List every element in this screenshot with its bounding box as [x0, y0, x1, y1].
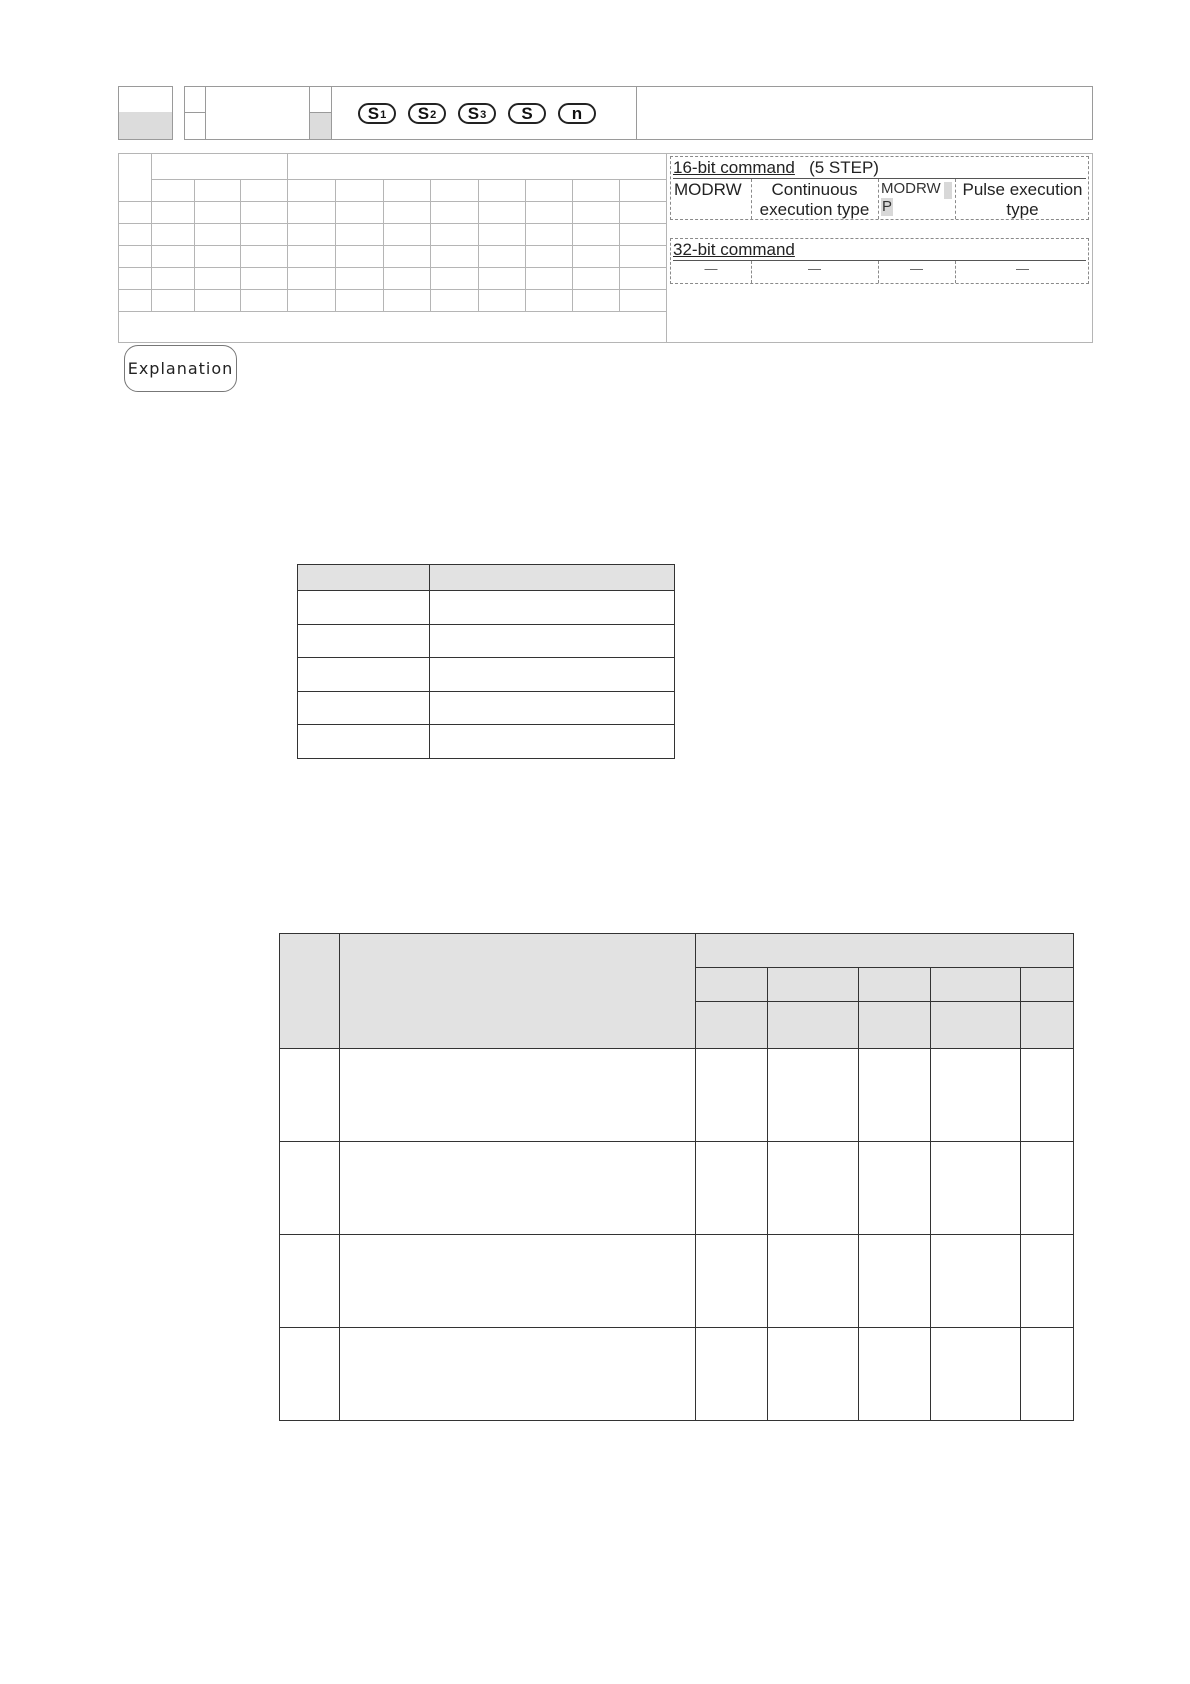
- large-table-cell: [280, 1328, 340, 1421]
- bit16-title: [673, 158, 879, 178]
- operand-s: S: [508, 103, 546, 124]
- large-table-cell: [859, 1235, 931, 1328]
- bit16-continuous-desc: Continuous execution type: [759, 180, 870, 220]
- large-table-header-cell: [768, 968, 859, 1002]
- small-table-row: [298, 591, 675, 625]
- large-table-cell: [859, 1142, 931, 1235]
- bit16-label: 16-bit command: [673, 158, 795, 177]
- small-table-row: [298, 692, 675, 725]
- large-table-cell: [340, 1328, 696, 1421]
- bit32-cell-3: —: [910, 261, 923, 276]
- small-table-cell: [298, 725, 430, 759]
- large-table-cell: [340, 1142, 696, 1235]
- instruction-desc-cell: [636, 86, 1093, 140]
- small-table-cell: [430, 692, 675, 725]
- large-table-row: [280, 1049, 1074, 1142]
- large-table-header-cell: [280, 934, 340, 1049]
- large-table-cell: [768, 1049, 859, 1142]
- large-table-header-row-1: [280, 934, 1074, 968]
- large-table: [279, 933, 1074, 1421]
- command-info-box: [666, 153, 1093, 343]
- large-table-header-cell: [931, 968, 1021, 1002]
- small-table: [297, 564, 675, 759]
- explanation-badge: Explanation: [124, 345, 237, 392]
- large-table-cell: [696, 1049, 768, 1142]
- large-table-cell: [768, 1235, 859, 1328]
- small-table-header-row: [298, 565, 675, 591]
- large-table-cell: [340, 1235, 696, 1328]
- small-table-cell: [298, 658, 430, 692]
- operand-n: n: [558, 103, 596, 124]
- large-table-cell: [859, 1328, 931, 1421]
- large-table-header-cell: [340, 934, 696, 1049]
- instruction-name-divider-left: [205, 86, 206, 140]
- large-table-cell: [931, 1142, 1021, 1235]
- large-table-cell: [340, 1049, 696, 1142]
- large-table-header-cell: [696, 968, 768, 1002]
- operand-s2: S $_2$: [408, 103, 446, 124]
- small-table-cell: [430, 591, 675, 625]
- large-table-header-cell: [859, 968, 931, 1002]
- large-table-cell: [280, 1142, 340, 1235]
- large-table-cell: [931, 1328, 1021, 1421]
- small-table-header-cell: [298, 565, 430, 591]
- large-table-cell: [1021, 1142, 1074, 1235]
- instruction-name-divider-h: [184, 112, 205, 113]
- small-table-cell: [298, 692, 430, 725]
- large-table-cell: [1021, 1049, 1074, 1142]
- bit32-label: 32-bit command: [673, 240, 795, 259]
- large-table-cell: [696, 1142, 768, 1235]
- bit16-block: [670, 156, 1089, 220]
- large-table-cell: [696, 1328, 768, 1421]
- large-table-row: [280, 1328, 1074, 1421]
- small-table-cell: [430, 725, 675, 759]
- instruction-name-shade: [310, 113, 331, 139]
- large-table-cell: [768, 1142, 859, 1235]
- instruction-id-shade: [119, 112, 172, 139]
- large-table-header-cell: [768, 1002, 859, 1049]
- small-table-header-cell: [430, 565, 675, 591]
- large-table-header-cell: [931, 1002, 1021, 1049]
- operand-s3: S $_3$: [458, 103, 496, 124]
- small-table-row: [298, 658, 675, 692]
- operand-s1: S $_1$: [358, 103, 396, 124]
- large-table-header-cell: [696, 934, 1074, 968]
- bit16-continuous-name: MODRW: [674, 180, 742, 199]
- large-table-cell: [696, 1235, 768, 1328]
- large-table-header-cell: [1021, 968, 1074, 1002]
- large-table-cell: [931, 1049, 1021, 1142]
- bit16-pulse-name-line1: MODRW: [881, 180, 941, 197]
- bit16-pulse-desc: Pulse execution type: [962, 180, 1083, 220]
- large-table-row: [280, 1235, 1074, 1328]
- large-table-cell: [280, 1049, 340, 1142]
- bit32-cell-1: —: [704, 261, 718, 276]
- small-table-row: [298, 725, 675, 759]
- large-table-cell: [859, 1049, 931, 1142]
- large-table-cell: [931, 1235, 1021, 1328]
- small-table-cell: [298, 591, 430, 625]
- large-table-row: [280, 1142, 1074, 1235]
- small-table-cell: [430, 625, 675, 658]
- operands-cell: [331, 86, 637, 140]
- small-table-cell: [430, 658, 675, 692]
- large-table-header-cell: [1021, 1002, 1074, 1049]
- bit16-pulse-name-line2: P: [882, 198, 893, 215]
- small-table-cell: [298, 625, 430, 658]
- bit32-cell-2: —: [808, 261, 821, 276]
- bit32-cell-4: —: [1016, 261, 1029, 276]
- large-table-cell: [1021, 1328, 1074, 1421]
- large-table-cell: [1021, 1235, 1074, 1328]
- device-grid: [118, 153, 666, 343]
- large-table-header-cell: [859, 1002, 931, 1049]
- bit16-steps: (5 STEP): [809, 158, 879, 177]
- large-table-header-cell: [696, 1002, 768, 1049]
- large-table-cell: [280, 1235, 340, 1328]
- bit32-block: [670, 238, 1089, 284]
- operands-list: [332, 87, 636, 139]
- large-table-cell: [768, 1328, 859, 1421]
- bit16-pulse-name: [881, 180, 941, 216]
- small-table-row: [298, 625, 675, 658]
- bit16-pulse-name-shade: [944, 182, 952, 199]
